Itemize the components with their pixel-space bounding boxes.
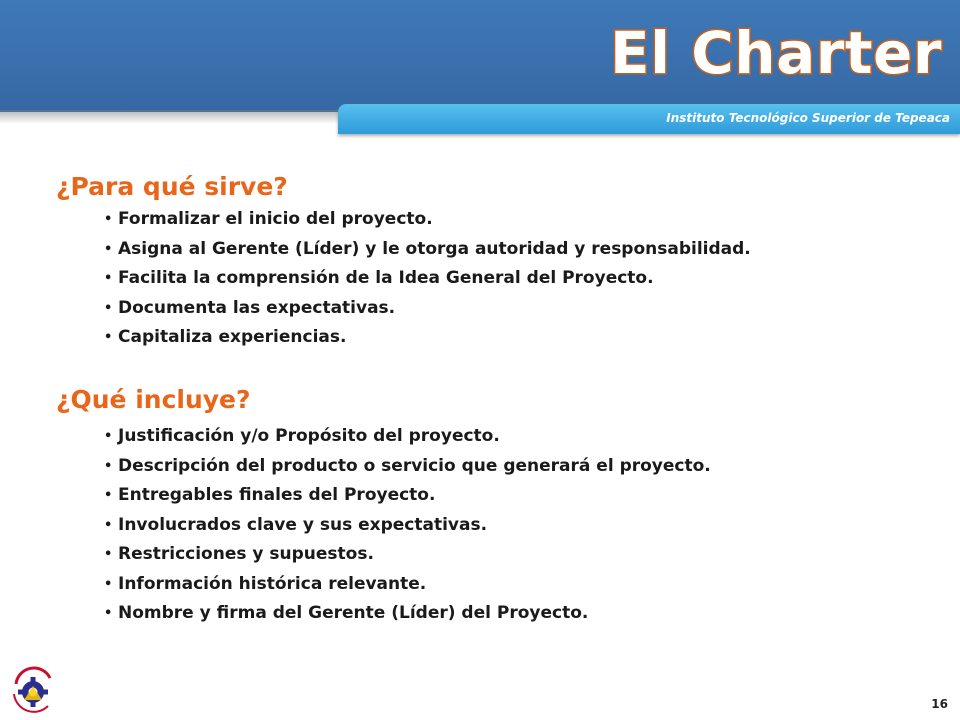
list-item: • Restricciones y supuestos. [104,540,711,570]
list-item: • Involucrados clave y sus expectativas. [104,511,711,541]
list-item: • Capitaliza experiencias. [104,323,751,353]
bullet-list-que-incluye [104,422,711,629]
list-item: • Asigna al Gerente (Líder) y le otorga autoridad y responsabilidad. [104,235,751,265]
list-item: • Información histórica relevante. [104,570,711,600]
header-shadow [0,110,340,124]
bullet-list-para-que-sirve [104,205,751,353]
institute-bar [338,104,960,134]
page-number: 16 [931,697,948,711]
list-item: • Documenta las expectativas. [104,294,751,324]
list-item: • Formalizar el inicio del proyecto. [104,205,751,235]
list-item: • Entregables finales del Proyecto. [104,481,711,511]
list-item: • Nombre y firma del Gerente (Líder) del Proyecto. [104,599,711,629]
institute-name: Instituto Tecnológico Superior de Tepeaca [666,111,950,125]
ingenieria-industrial-logo [8,660,58,716]
list-item: • Descripción del producto o servicio que generará el proyecto. [104,452,711,482]
section-heading-que-incluye: ¿Qué incluye? [56,385,251,414]
list-item: • Justificación y/o Propósito del proyecto. [104,422,711,452]
slide-title: El Charter [610,19,942,87]
list-item: • Facilita la comprensión de la Idea General del Proyecto. [104,264,751,294]
section-heading-para-que-sirve: ¿Para qué sirve? [56,172,288,201]
